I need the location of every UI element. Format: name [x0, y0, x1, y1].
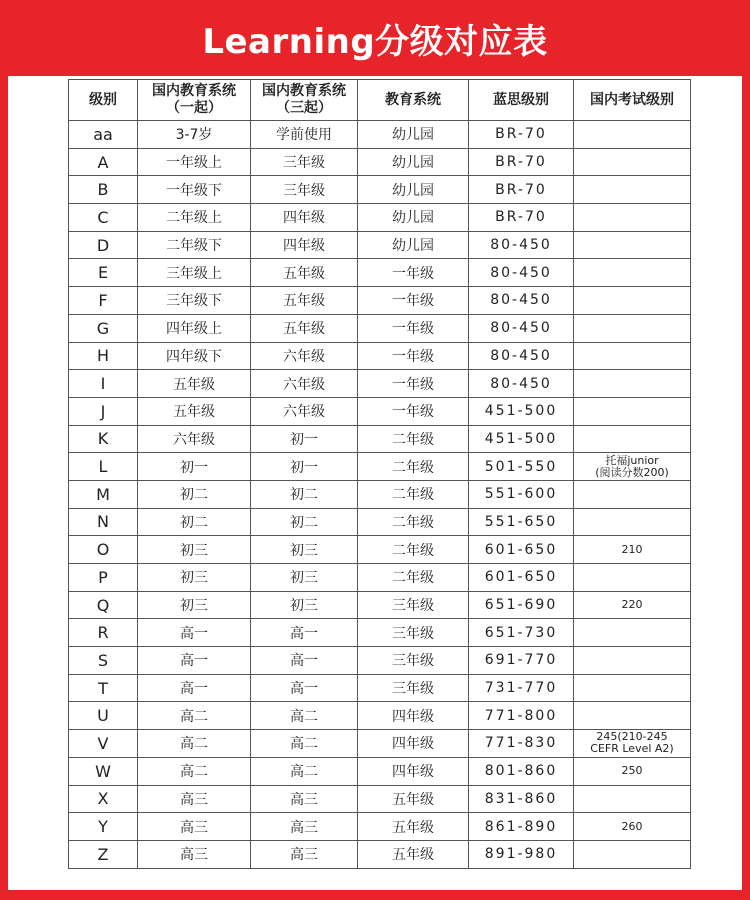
cell-lexile: 501-550 — [469, 453, 574, 481]
cell-level: H — [69, 342, 138, 370]
cell-level: D — [69, 231, 138, 259]
cell-edu-system: 一年级 — [358, 259, 469, 287]
cell-domestic-3: 学前使用 — [251, 121, 358, 149]
cell-level: Z — [69, 840, 138, 868]
cell-level: E — [69, 259, 138, 287]
cell-exam — [574, 785, 691, 813]
cell-domestic-3: 高二 — [251, 757, 358, 785]
cell-domestic-1: 四年级上 — [138, 314, 251, 342]
cell-edu-system: 二年级 — [358, 453, 469, 481]
cell-lexile: 731-770 — [469, 674, 574, 702]
cell-lexile: BR-70 — [469, 176, 574, 204]
cell-domestic-3: 四年级 — [251, 204, 358, 232]
table-row — [69, 314, 691, 342]
cell-edu-system: 二年级 — [358, 425, 469, 453]
cell-domestic-3: 初一 — [251, 425, 358, 453]
table-row — [69, 730, 691, 758]
cell-domestic-1: 五年级 — [138, 370, 251, 398]
exam-line: 250 — [621, 764, 643, 778]
cell-domestic-1: 3-7岁 — [138, 121, 251, 149]
cell-lexile: 551-650 — [469, 508, 574, 536]
cell-level: S — [69, 647, 138, 675]
header-domestic-3-line2: （三起） — [276, 100, 332, 116]
cell-lexile: 651-690 — [469, 591, 574, 619]
exam-line: 托福junior — [605, 453, 659, 467]
cell-level: K — [69, 425, 138, 453]
cell-exam — [574, 121, 691, 149]
header-level: 级别 — [69, 80, 138, 121]
cell-edu-system: 一年级 — [358, 342, 469, 370]
cell-domestic-3: 高二 — [251, 730, 358, 758]
cell-lexile: 861-890 — [469, 813, 574, 841]
table-row — [69, 204, 691, 232]
cell-domestic-1: 高二 — [138, 757, 251, 785]
cell-domestic-3: 高一 — [251, 647, 358, 675]
table-row — [69, 785, 691, 813]
cell-exam — [574, 840, 691, 868]
cell-domestic-3: 初三 — [251, 564, 358, 592]
cell-edu-system: 五年级 — [358, 840, 469, 868]
cell-level: P — [69, 564, 138, 592]
cell-domestic-3: 三年级 — [251, 148, 358, 176]
cell-level: G — [69, 314, 138, 342]
cell-level: F — [69, 287, 138, 315]
cell-domestic-3: 初二 — [251, 508, 358, 536]
cell-edu-system: 二年级 — [358, 508, 469, 536]
cell-exam — [574, 480, 691, 508]
cell-domestic-1: 二年级上 — [138, 204, 251, 232]
cell-lexile: 80-450 — [469, 314, 574, 342]
cell-edu-system: 一年级 — [358, 370, 469, 398]
cell-level: R — [69, 619, 138, 647]
table-row — [69, 480, 691, 508]
cell-domestic-1: 五年级 — [138, 397, 251, 425]
cell-edu-system: 四年级 — [358, 730, 469, 758]
cell-exam — [574, 813, 691, 841]
cell-level: M — [69, 480, 138, 508]
table-row — [69, 757, 691, 785]
cell-domestic-1: 高二 — [138, 730, 251, 758]
cell-lexile: 831-860 — [469, 785, 574, 813]
table-row — [69, 148, 691, 176]
cell-edu-system: 幼儿园 — [358, 121, 469, 149]
cell-edu-system: 二年级 — [358, 480, 469, 508]
cell-edu-system: 五年级 — [358, 813, 469, 841]
cell-edu-system: 幼儿园 — [358, 231, 469, 259]
exam-line-2: (阅读分数200) — [595, 465, 669, 479]
cell-domestic-3: 高三 — [251, 785, 358, 813]
cell-domestic-3: 六年级 — [251, 370, 358, 398]
cell-domestic-3: 六年级 — [251, 342, 358, 370]
cell-exam — [574, 674, 691, 702]
cell-exam — [574, 397, 691, 425]
cell-domestic-1: 高一 — [138, 619, 251, 647]
cell-level: Q — [69, 591, 138, 619]
cell-lexile: 80-450 — [469, 259, 574, 287]
cell-lexile: 601-650 — [469, 564, 574, 592]
header-domestic-3-line1: 国内教育系统 — [262, 83, 346, 99]
exam-line: 260 — [621, 819, 643, 833]
header-domestic-3 — [251, 80, 358, 121]
cell-level: C — [69, 204, 138, 232]
cell-exam — [574, 425, 691, 453]
cell-domestic-1: 初二 — [138, 480, 251, 508]
cell-level: W — [69, 757, 138, 785]
cell-domestic-3: 初三 — [251, 591, 358, 619]
cell-domestic-1: 一年级下 — [138, 176, 251, 204]
cell-edu-system: 三年级 — [358, 674, 469, 702]
table-row — [69, 647, 691, 675]
cell-level: Y — [69, 813, 138, 841]
cell-domestic-1: 初三 — [138, 564, 251, 592]
cell-domestic-3: 初三 — [251, 536, 358, 564]
cell-lexile: 451-500 — [469, 397, 574, 425]
table-row — [69, 591, 691, 619]
table-row — [69, 453, 691, 481]
cell-exam — [574, 564, 691, 592]
cell-lexile: 771-830 — [469, 730, 574, 758]
cell-lexile: 771-800 — [469, 702, 574, 730]
cell-domestic-1: 二年级下 — [138, 231, 251, 259]
cell-domestic-1: 初三 — [138, 591, 251, 619]
cell-lexile: 601-650 — [469, 536, 574, 564]
cell-edu-system: 一年级 — [358, 314, 469, 342]
table-body — [69, 121, 691, 869]
cell-lexile: 80-450 — [469, 342, 574, 370]
cell-exam — [574, 702, 691, 730]
cell-level: O — [69, 536, 138, 564]
cell-domestic-1: 高二 — [138, 702, 251, 730]
cell-domestic-3: 高一 — [251, 619, 358, 647]
table-row — [69, 176, 691, 204]
level-table — [68, 79, 691, 869]
cell-exam — [574, 342, 691, 370]
cell-level: X — [69, 785, 138, 813]
cell-lexile: 691-770 — [469, 647, 574, 675]
cell-domestic-3: 高三 — [251, 813, 358, 841]
table-sheet — [8, 76, 742, 890]
cell-domestic-3: 高三 — [251, 840, 358, 868]
cell-level: aa — [69, 121, 138, 149]
exam-line: 210 — [621, 542, 643, 556]
cell-exam — [574, 287, 691, 315]
cell-domestic-3: 五年级 — [251, 259, 358, 287]
header-domestic-1 — [138, 80, 251, 121]
table-row — [69, 342, 691, 370]
cell-edu-system: 四年级 — [358, 757, 469, 785]
table-row — [69, 397, 691, 425]
cell-domestic-1: 高一 — [138, 647, 251, 675]
exam-line: 245(210-245 — [596, 730, 668, 744]
table-row — [69, 508, 691, 536]
cell-domestic-1: 一年级上 — [138, 148, 251, 176]
table-row — [69, 370, 691, 398]
cell-domestic-3: 五年级 — [251, 287, 358, 315]
cell-level: I — [69, 370, 138, 398]
cell-lexile: BR-70 — [469, 204, 574, 232]
cell-exam — [574, 370, 691, 398]
cell-domestic-3: 高一 — [251, 674, 358, 702]
cell-exam — [574, 647, 691, 675]
cell-level: B — [69, 176, 138, 204]
cell-lexile: BR-70 — [469, 148, 574, 176]
table-row — [69, 564, 691, 592]
cell-lexile: 651-730 — [469, 619, 574, 647]
cell-domestic-1: 初三 — [138, 536, 251, 564]
cell-exam — [574, 730, 691, 758]
cell-domestic-3: 三年级 — [251, 176, 358, 204]
cell-exam — [574, 591, 691, 619]
cell-edu-system: 幼儿园 — [358, 204, 469, 232]
cell-domestic-3: 五年级 — [251, 314, 358, 342]
cell-domestic-3: 高二 — [251, 702, 358, 730]
cell-level: V — [69, 730, 138, 758]
cell-level: N — [69, 508, 138, 536]
cell-domestic-1: 高三 — [138, 785, 251, 813]
cell-lexile: 80-450 — [469, 370, 574, 398]
cell-lexile: 80-450 — [469, 287, 574, 315]
cell-domestic-1: 三年级上 — [138, 259, 251, 287]
cell-domestic-3: 初一 — [251, 453, 358, 481]
cell-exam — [574, 176, 691, 204]
cell-domestic-1: 高一 — [138, 674, 251, 702]
cell-edu-system: 二年级 — [358, 564, 469, 592]
table-row — [69, 674, 691, 702]
cell-exam — [574, 757, 691, 785]
cell-exam — [574, 259, 691, 287]
cell-edu-system: 二年级 — [358, 536, 469, 564]
header-exam: 国内考试级别 — [574, 80, 691, 121]
table-row — [69, 813, 691, 841]
cell-exam — [574, 536, 691, 564]
table-row — [69, 425, 691, 453]
cell-domestic-3: 初二 — [251, 480, 358, 508]
cell-domestic-1: 初二 — [138, 508, 251, 536]
cell-level: T — [69, 674, 138, 702]
cell-edu-system: 幼儿园 — [358, 176, 469, 204]
page-title: Learning分级对应表 — [202, 21, 548, 62]
cell-exam — [574, 148, 691, 176]
cell-edu-system: 三年级 — [358, 647, 469, 675]
table-row — [69, 619, 691, 647]
cell-lexile: 891-980 — [469, 840, 574, 868]
cell-edu-system: 五年级 — [358, 785, 469, 813]
cell-edu-system: 幼儿园 — [358, 148, 469, 176]
table-header-row — [69, 80, 691, 121]
header-domestic-1-line2: （一起） — [166, 100, 222, 116]
header-domestic-1-line1: 国内教育系统 — [152, 83, 236, 99]
table-row — [69, 536, 691, 564]
cell-edu-system: 一年级 — [358, 287, 469, 315]
cell-edu-system: 三年级 — [358, 619, 469, 647]
exam-line-2: CEFR Level A2) — [590, 742, 674, 756]
cell-exam — [574, 453, 691, 481]
cell-lexile: BR-70 — [469, 121, 574, 149]
table-row — [69, 702, 691, 730]
cell-exam — [574, 231, 691, 259]
table-row — [69, 259, 691, 287]
cell-level: U — [69, 702, 138, 730]
cell-domestic-3: 六年级 — [251, 397, 358, 425]
cell-domestic-1: 六年级 — [138, 425, 251, 453]
cell-level: A — [69, 148, 138, 176]
header-edu-system: 教育系统 — [358, 80, 469, 121]
cell-domestic-1: 三年级下 — [138, 287, 251, 315]
cell-exam — [574, 619, 691, 647]
exam-line: 220 — [621, 598, 643, 612]
cell-lexile: 80-450 — [469, 231, 574, 259]
cell-domestic-1: 高三 — [138, 840, 251, 868]
cell-domestic-1: 四年级下 — [138, 342, 251, 370]
cell-exam — [574, 314, 691, 342]
table-row — [69, 231, 691, 259]
table-row — [69, 840, 691, 868]
cell-edu-system: 一年级 — [358, 397, 469, 425]
cell-lexile: 451-500 — [469, 425, 574, 453]
cell-level: J — [69, 397, 138, 425]
cell-lexile: 801-860 — [469, 757, 574, 785]
cell-exam — [574, 508, 691, 536]
cell-exam — [574, 204, 691, 232]
cell-lexile: 551-600 — [469, 480, 574, 508]
header-lexile: 蓝思级别 — [469, 80, 574, 121]
cell-edu-system: 三年级 — [358, 591, 469, 619]
cell-domestic-1: 初一 — [138, 453, 251, 481]
cell-level: L — [69, 453, 138, 481]
cell-edu-system: 四年级 — [358, 702, 469, 730]
table-row — [69, 287, 691, 315]
cell-domestic-1: 高三 — [138, 813, 251, 841]
table-row — [69, 121, 691, 149]
cell-domestic-3: 四年级 — [251, 231, 358, 259]
